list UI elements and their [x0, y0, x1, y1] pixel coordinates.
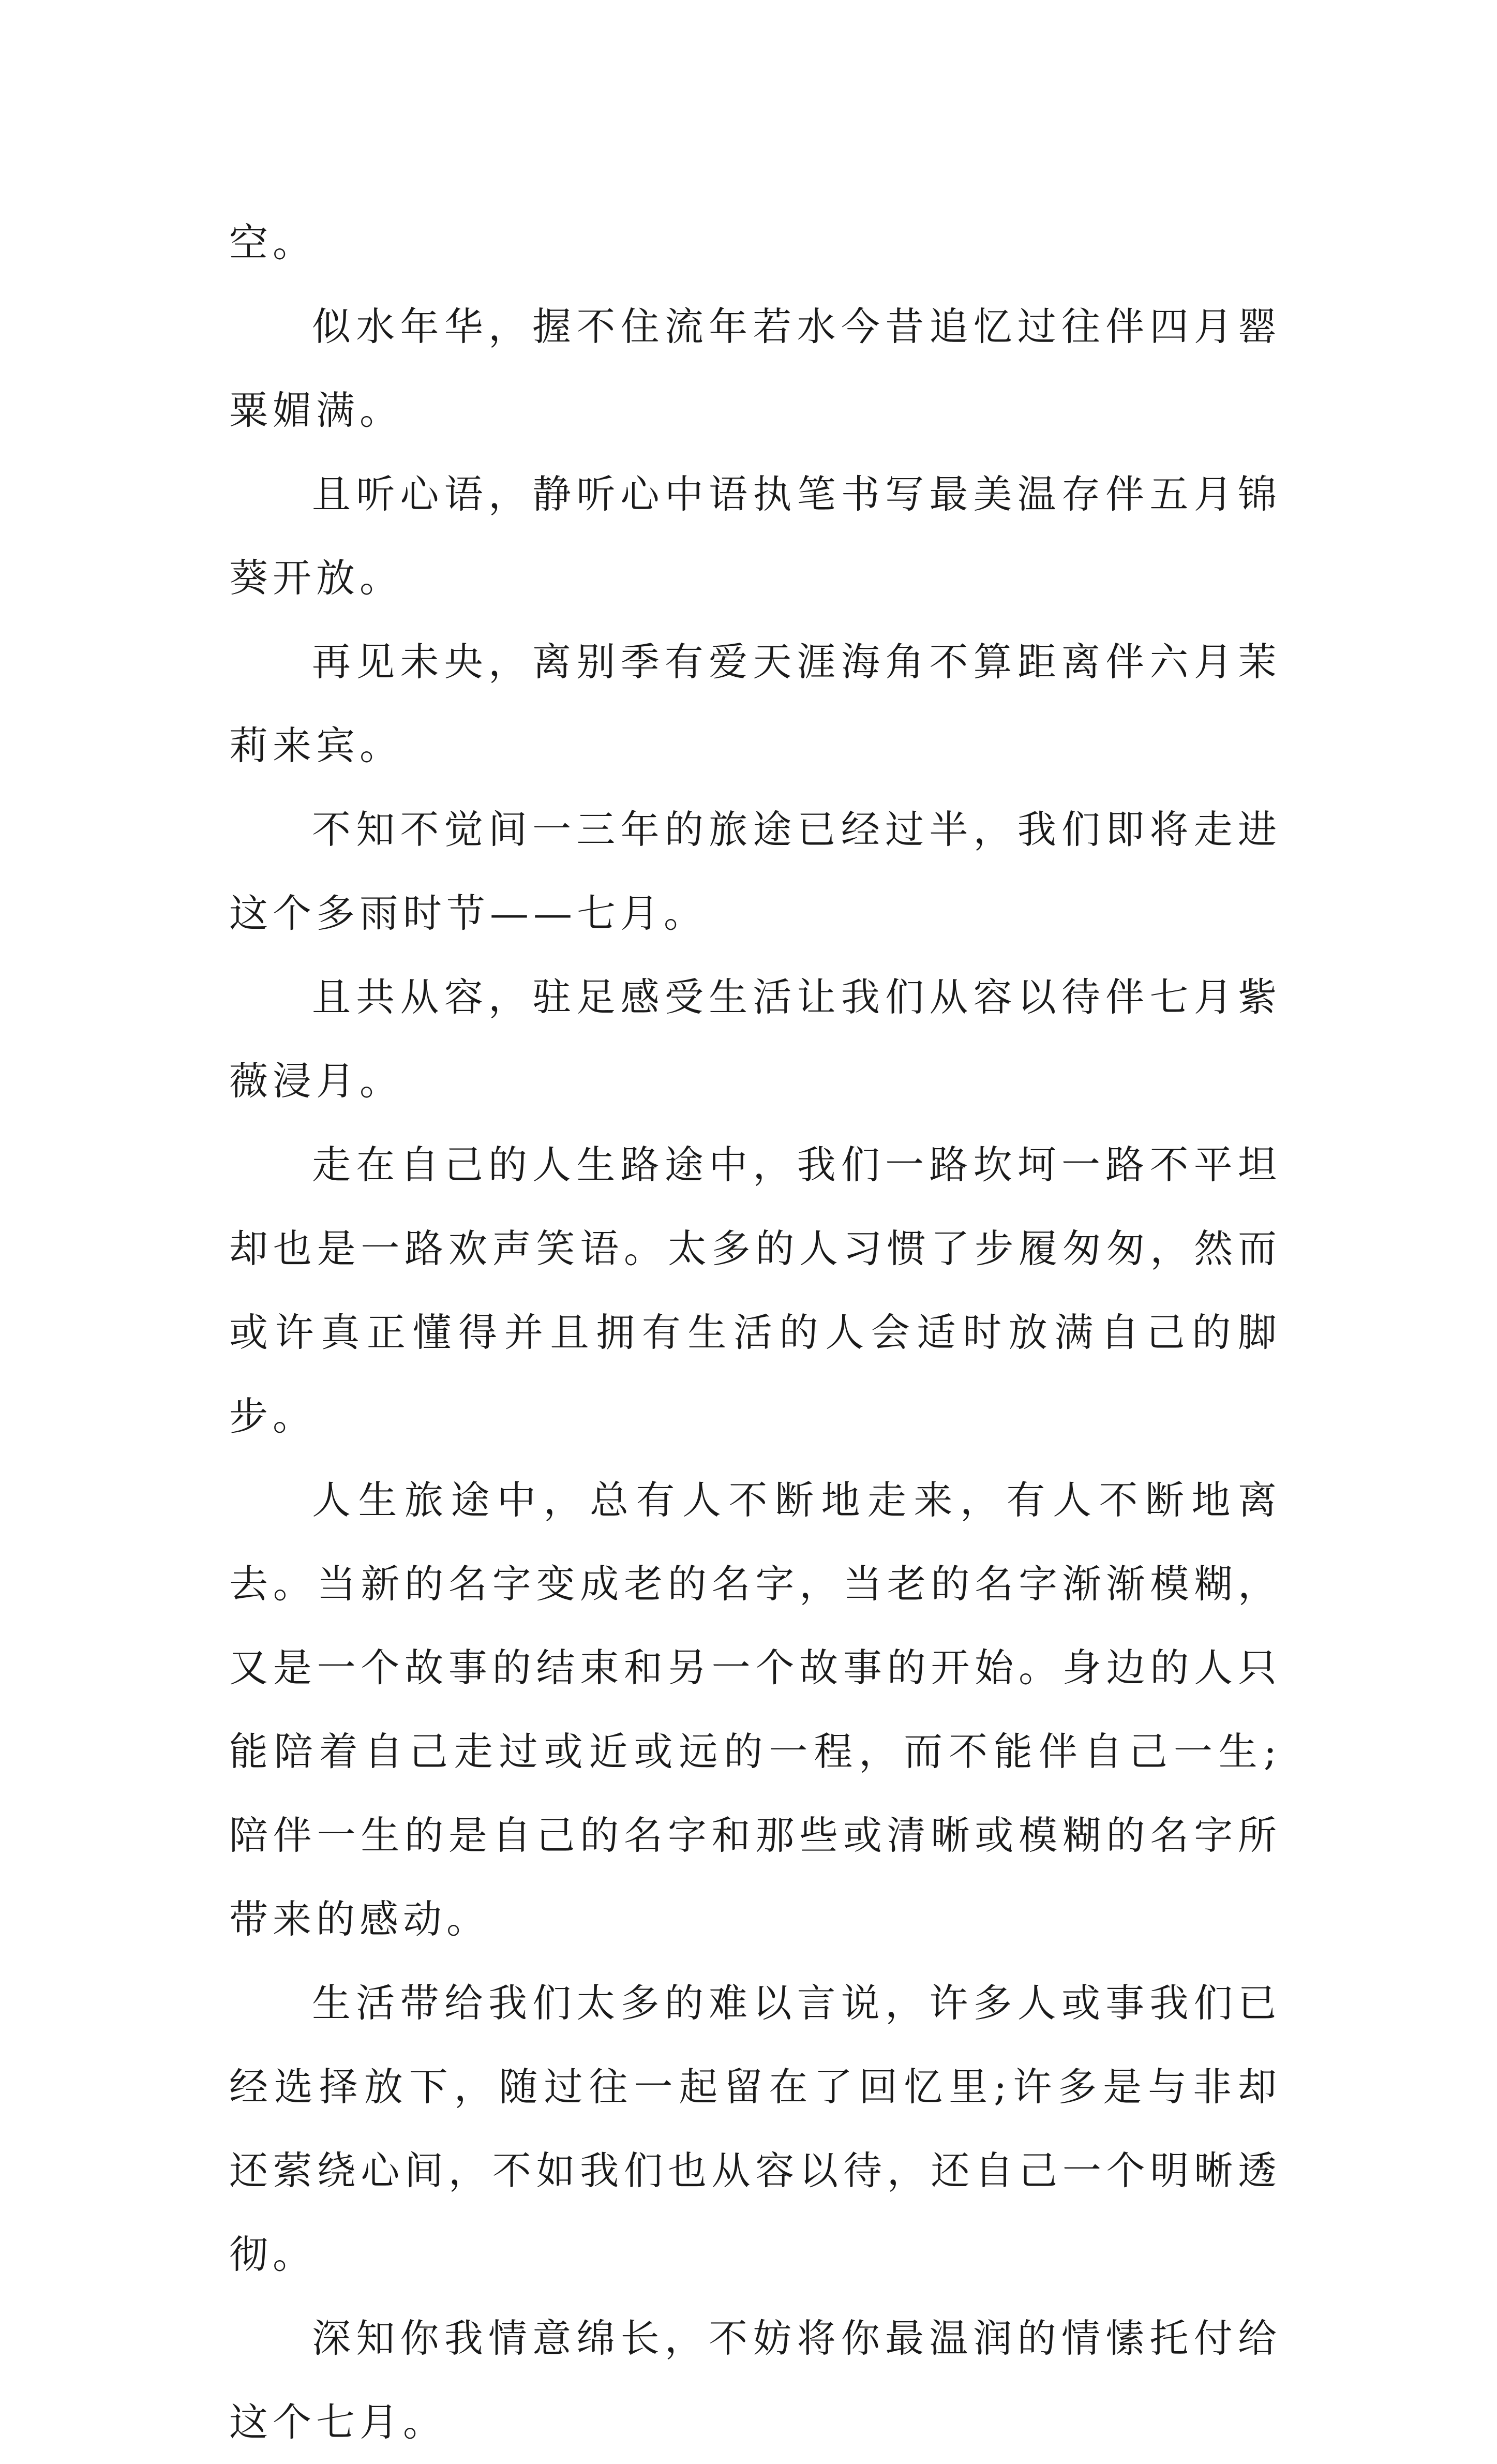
paragraph: 且听心语，静听心中语执笔书写最美温存伴五月锦葵开放。	[229, 471, 1281, 601]
paragraph: 生活带给我们太多的难以言说，许多人或事我们已经选择放下，随过往一起留在了回忆里;许多是与非却还萦绕心间，不如我们也从容以待，还自己一个明晰透彻。	[229, 1980, 1281, 2277]
paragraph: 似水年华，握不住流年若水今昔追忆过往伴四月罂粟媚满。	[229, 304, 1281, 433]
paragraph: 深知你我情意绵长，不妨将你最温润的情愫托付给这个七月。	[229, 2315, 1281, 2445]
paragraph-continuation: 空。	[229, 220, 317, 265]
paragraph: 人生旅途中，总有人不断地走来，有人不断地离去。当新的名字变成老的名字，当老的名字渐渐模糊，又是一个故事的结束和另一个故事的开始。身边的人只能陪着自己走过或近或远的一程，而不能伴自己一生;陪伴一生的是自己的名字和那些或清晰或模糊的名字所带来的感动。	[229, 1477, 1281, 1942]
paragraph: 走在自己的人生路途中，我们一路坎坷一路不平坦却也是一路欢声笑语。太多的人习惯了步履匆匆，然而或许真正懂得并且拥有生活的人会适时放满自己的脚步。	[229, 1142, 1281, 1439]
document-body	[229, 201, 1281, 2464]
paragraph: 且共从容，驻足感受生活让我们从容以待伴七月紫薇浸月。	[229, 974, 1281, 1104]
paragraph: 不知不觉间一三年的旅途已经过半，我们即将走进这个多雨时节——七月。	[229, 807, 1281, 936]
paragraph: 再见未央，离别季有爱天涯海角不算距离伴六月茉莉来宾。	[229, 639, 1281, 768]
